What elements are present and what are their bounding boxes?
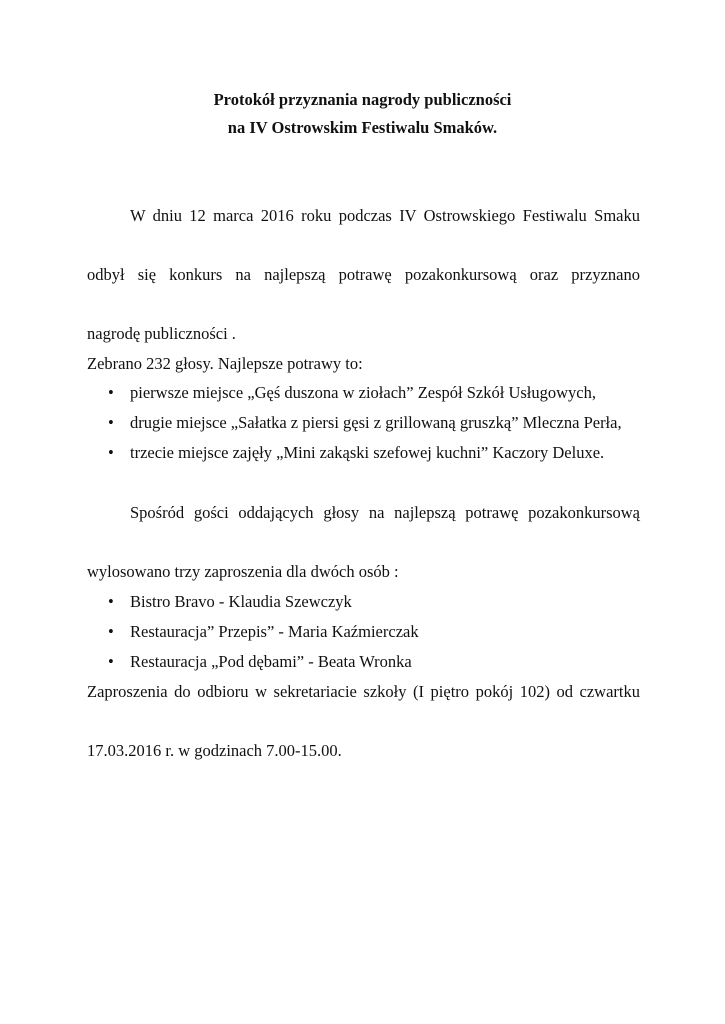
list-item — [87, 617, 640, 647]
draw-line-2: wylosowano trzy zaproszenia dla dwóch osób : — [87, 562, 399, 581]
winner-second: drugie miejsce „Sałatka z piersi gęsi z grillowaną gruszką” Mleczna Perła, — [130, 413, 622, 432]
title-line-1: Protokół przyznania nagrody publiczności — [213, 90, 512, 109]
invitation-1: Bistro Bravo - Klaudia Szewczyk — [130, 591, 352, 611]
draw-line-1: Spośród gości oddających głosy na najlepszą potrawę pozakonkursową — [130, 503, 640, 522]
list-item — [87, 378, 640, 408]
list-item — [87, 438, 640, 468]
intro-line-2: odbył się konkurs na najlepszą potrawę pozakonkursową oraz przyznano — [87, 265, 640, 284]
intro-line-3: nagrodę publiczności . — [87, 324, 236, 343]
pickup-paragraph — [87, 677, 640, 766]
bullet-icon: • — [108, 443, 114, 462]
bullet-icon: • — [108, 413, 114, 432]
intro-paragraph — [87, 201, 640, 349]
list-item — [87, 408, 640, 438]
winner-third: trzecie miejsce zajęły „Mini zakąski szefowej kuchni” Kaczory Deluxe. — [130, 443, 605, 462]
title-line-2: na IV Ostrowskim Festiwalu Smaków. — [227, 118, 498, 137]
invitations-list — [87, 587, 640, 677]
bullet-icon: • — [108, 621, 114, 641]
document-title — [0, 86, 725, 142]
bullet-icon: • — [108, 651, 114, 671]
list-item — [87, 587, 640, 617]
bullet-icon: • — [108, 383, 114, 402]
draw-paragraph — [87, 498, 640, 587]
list-item — [87, 647, 640, 677]
pickup-line-1: Zaproszenia do odbioru w sekretariacie szkoły (I piętro pokój 102) od czwartku — [87, 681, 640, 701]
document-body — [87, 201, 640, 765]
invitation-3: Restauracja „Pod dębami” - Beata Wronka — [130, 651, 412, 671]
votes-summary: Zebrano 232 głosy. Najlepsze potrawy to: — [87, 353, 363, 373]
pickup-line-2: 17.03.2016 r. w godzinach 7.00-15.00. — [87, 740, 342, 760]
spacer — [87, 468, 640, 498]
intro-line-1: W dniu 12 marca 2016 roku podczas IV Ostrowskiego Festiwalu Smaku — [130, 206, 640, 225]
invitation-2: Restauracja” Przepis” - Maria Kaźmierczak — [130, 621, 419, 641]
winner-first: pierwsze miejsce „Gęś duszona w ziołach” Zespół Szkół Usługowych, — [130, 383, 596, 402]
bullet-icon: • — [108, 591, 114, 611]
winners-list — [87, 378, 640, 468]
